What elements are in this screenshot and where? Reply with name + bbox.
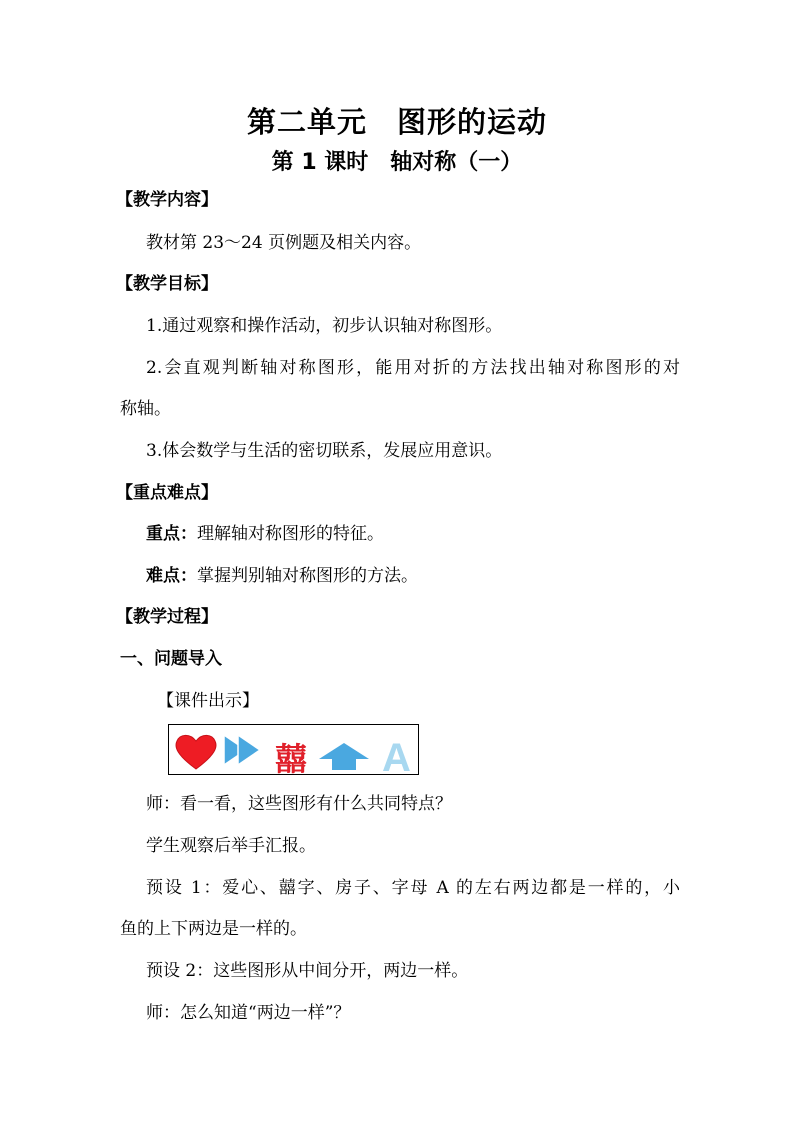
preset-2: 预设 2：这些图形从中间分开，两边一样。 — [146, 961, 469, 981]
preset-1-line1: 预设 1：爱心、囍字、房子、字母 A 的左右两边都是一样的，小 — [146, 878, 680, 898]
section-heading-goals: 【教学目标】 — [116, 274, 218, 294]
students-report: 学生观察后举手汇报。 — [146, 836, 316, 856]
heart-icon — [176, 735, 216, 769]
fish-arrow-icon — [224, 735, 260, 765]
difficulty-label: 难点： — [146, 566, 197, 586]
part-one-heading: 一、问题导入 — [120, 649, 222, 669]
difficulty-text: 掌握判别轴对称图形的方法。 — [197, 566, 418, 586]
page-title: 第二单元 图形的运动 — [246, 105, 547, 139]
goal-1: 1.通过观察和操作活动，初步认识轴对称图形。 — [146, 316, 503, 336]
key-point — [146, 523, 384, 545]
section-heading-content: 【教学内容】 — [116, 190, 218, 210]
house-arrow-icon — [319, 743, 369, 770]
key-label: 重点： — [146, 524, 197, 544]
goal-2-line1: 2.会直观判断轴对称图形，能用对折的方法找出轴对称图形的对 — [146, 358, 680, 378]
lesson-subtitle: 第 1 课时 轴对称（一） — [271, 150, 523, 175]
key-text: 理解轴对称图形的特征。 — [197, 524, 384, 544]
courseware-label: 【课件出示】 — [157, 691, 259, 711]
section-heading-key: 【重点难点】 — [116, 483, 218, 503]
courseware-figure — [168, 724, 419, 775]
goal-3: 3.体会数学与生活的密切联系，发展应用意识。 — [146, 441, 503, 461]
teacher-question-2: 师：怎么知道“两边一样”？ — [146, 1003, 351, 1023]
letter-a-icon: A — [382, 736, 411, 776]
figure-svg — [169, 725, 420, 776]
goal-2-line2: 称轴。 — [120, 399, 171, 419]
content-text: 教材第 23～24 页例题及相关内容。 — [146, 233, 422, 253]
difficulty-point — [146, 565, 418, 587]
section-heading-process: 【教学过程】 — [116, 607, 218, 627]
double-happiness-icon: 囍 — [275, 740, 308, 776]
preset-1-line2: 鱼的上下两边是一样的。 — [120, 919, 307, 939]
teacher-question-1: 师：看一看，这些图形有什么共同特点？ — [146, 794, 452, 814]
